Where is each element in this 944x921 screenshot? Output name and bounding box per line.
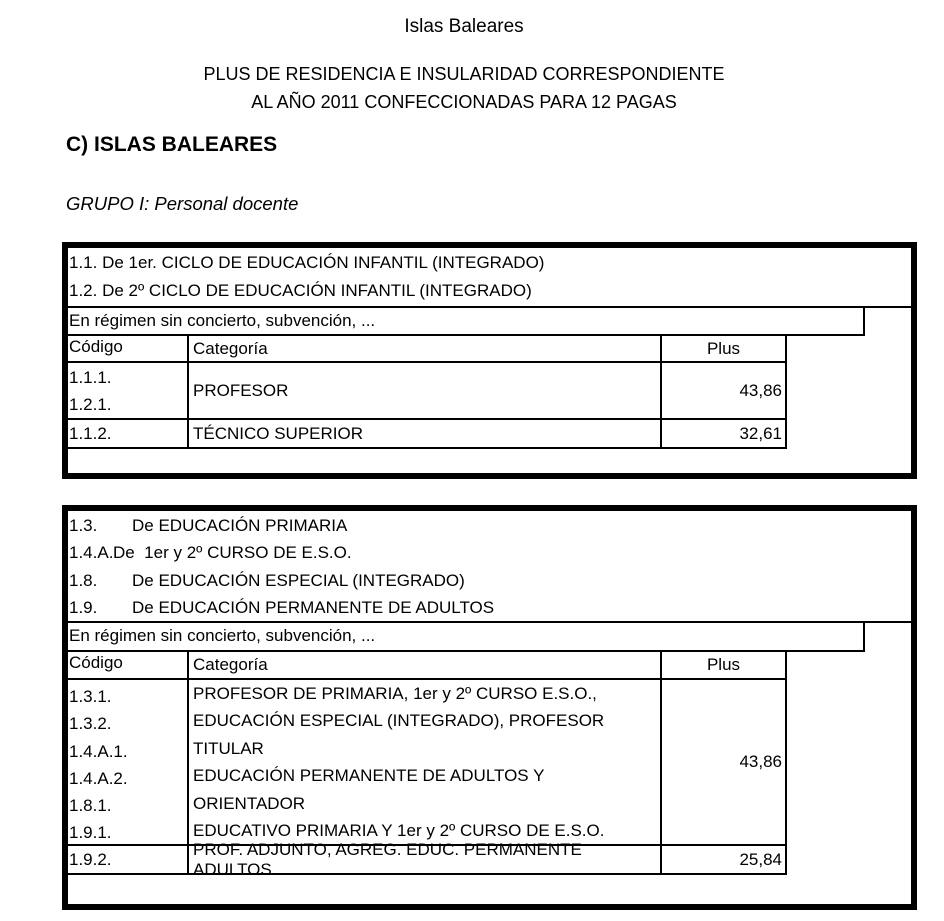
categoria-line: EDUCATIVO PRIMARIA Y 1er y 2º CURSO DE E.S.O. <box>193 821 605 840</box>
document-subtitle <box>0 60 928 116</box>
section-code: 1.9. <box>69 597 98 617</box>
cell-codigo <box>68 846 189 873</box>
page-title: Islas Baleares <box>404 16 524 37</box>
table-row <box>68 839 787 879</box>
categoria-text: PROF. ADJUNTO, AGREG. EDUC. PERMANENTE ADULTOS <box>193 839 582 879</box>
cell-categoria <box>189 363 662 418</box>
section-title-line <box>69 594 911 621</box>
codigo-line: 1.4.A.2. <box>69 768 128 788</box>
categoria-line: EDUCACIÓN ESPECIAL (INTEGRADO), PROFESOR TITULAR <box>193 711 605 758</box>
cell-plus <box>662 420 787 447</box>
categoria-line: EDUCACIÓN PERMANENTE DE ADULTOS Y ORIENTADOR <box>193 766 545 813</box>
cell-codigo <box>68 680 189 844</box>
subtitle-line-1: PLUS DE RESIDENCIA E INSULARIDAD CORRESPONDIENTE <box>203 64 725 84</box>
categoria-line: PROFESOR DE PRIMARIA, 1er y 2º CURSO E.S.O., <box>193 683 597 703</box>
section-label: De 1er y 2º CURSO DE E.S.O. <box>113 543 352 563</box>
table2-header-row <box>68 652 787 680</box>
plus-value: 32,61 <box>739 423 782 443</box>
categoria-text: TÉCNICO SUPERIOR <box>193 423 364 443</box>
plus-value: 43,86 <box>739 380 782 400</box>
section-title-line: 1.1. De 1er. CICLO DE EDUCACIÓN INFANTIL (INTEGRADO) <box>69 253 545 272</box>
table-primaria-eso-adultos <box>62 505 917 910</box>
table-row <box>68 363 787 420</box>
section-title-line <box>69 539 911 566</box>
column-header-codigo: Código <box>68 652 189 678</box>
section-code: 1.8. <box>69 570 98 590</box>
section-label: De EDUCACIÓN ESPECIAL (INTEGRADO) <box>132 570 465 590</box>
column-header-categoria: Categoría <box>189 336 662 361</box>
codigo-line: 1.1.2. <box>69 424 112 443</box>
codigo-line: 1.3.2. <box>69 714 112 734</box>
group-heading: GRUPO I: Personal docente <box>66 193 299 214</box>
subtitle-line-2: AL AÑO 2011 CONFECCIONADAS PARA 12 PAGAS <box>251 92 677 112</box>
codigo-line: 1.9.1. <box>69 823 112 843</box>
cell-plus <box>662 846 787 873</box>
plus-value: 25,84 <box>739 849 782 869</box>
regimen-note: En régimen sin concierto, subvención, ... <box>68 623 865 652</box>
cell-plus <box>662 680 787 844</box>
table1-empty-strip <box>68 449 911 473</box>
cell-codigo <box>68 363 189 418</box>
column-header-plus: Plus <box>662 652 787 678</box>
column-header-categoria: Categoría <box>189 652 662 678</box>
table1-header-row <box>68 336 787 363</box>
cell-plus <box>662 363 787 418</box>
table2-grid <box>68 652 787 879</box>
regimen-note: En régimen sin concierto, subvención, ... <box>68 308 865 336</box>
section-code: 1.3. <box>69 516 98 535</box>
plus-value: 43,86 <box>739 752 782 771</box>
section-code: 1.4.A. <box>69 543 114 563</box>
codigo-line: 1.1.1. <box>69 368 112 387</box>
section-label: De EDUCACIÓN PRIMARIA <box>132 516 348 535</box>
section-heading: C) ISLAS BALEARES <box>66 133 278 156</box>
codigo-line: 1.2.1. <box>69 395 112 414</box>
column-header-codigo: Código <box>68 336 189 361</box>
table1-section-titles <box>68 248 911 308</box>
categoria-text: PROFESOR <box>193 380 289 400</box>
codigo-line: 1.3.1. <box>69 687 112 706</box>
section-title-line <box>69 567 911 594</box>
table-educacion-infantil <box>62 242 917 479</box>
table1-grid <box>68 336 787 449</box>
cell-codigo <box>68 420 189 447</box>
codigo-line: 1.4.A.1. <box>69 741 128 761</box>
column-header-plus: Plus <box>662 336 787 361</box>
table-row <box>68 420 787 449</box>
cell-categoria <box>189 420 662 447</box>
codigo-line: 1.8.1. <box>69 796 112 816</box>
cell-categoria <box>189 680 662 844</box>
codigo-line: 1.9.2. <box>69 850 112 869</box>
table2-section-titles <box>68 511 911 623</box>
cell-categoria <box>189 839 662 879</box>
section-title-line: 1.2. De 2º CICLO DE EDUCACIÓN INFANTIL (INTEGRADO) <box>69 281 532 300</box>
table2-empty-strip <box>68 875 911 904</box>
section-label: De EDUCACIÓN PERMANENTE DE ADULTOS <box>132 597 495 617</box>
table-row <box>68 680 787 846</box>
section-title-line <box>69 512 911 539</box>
